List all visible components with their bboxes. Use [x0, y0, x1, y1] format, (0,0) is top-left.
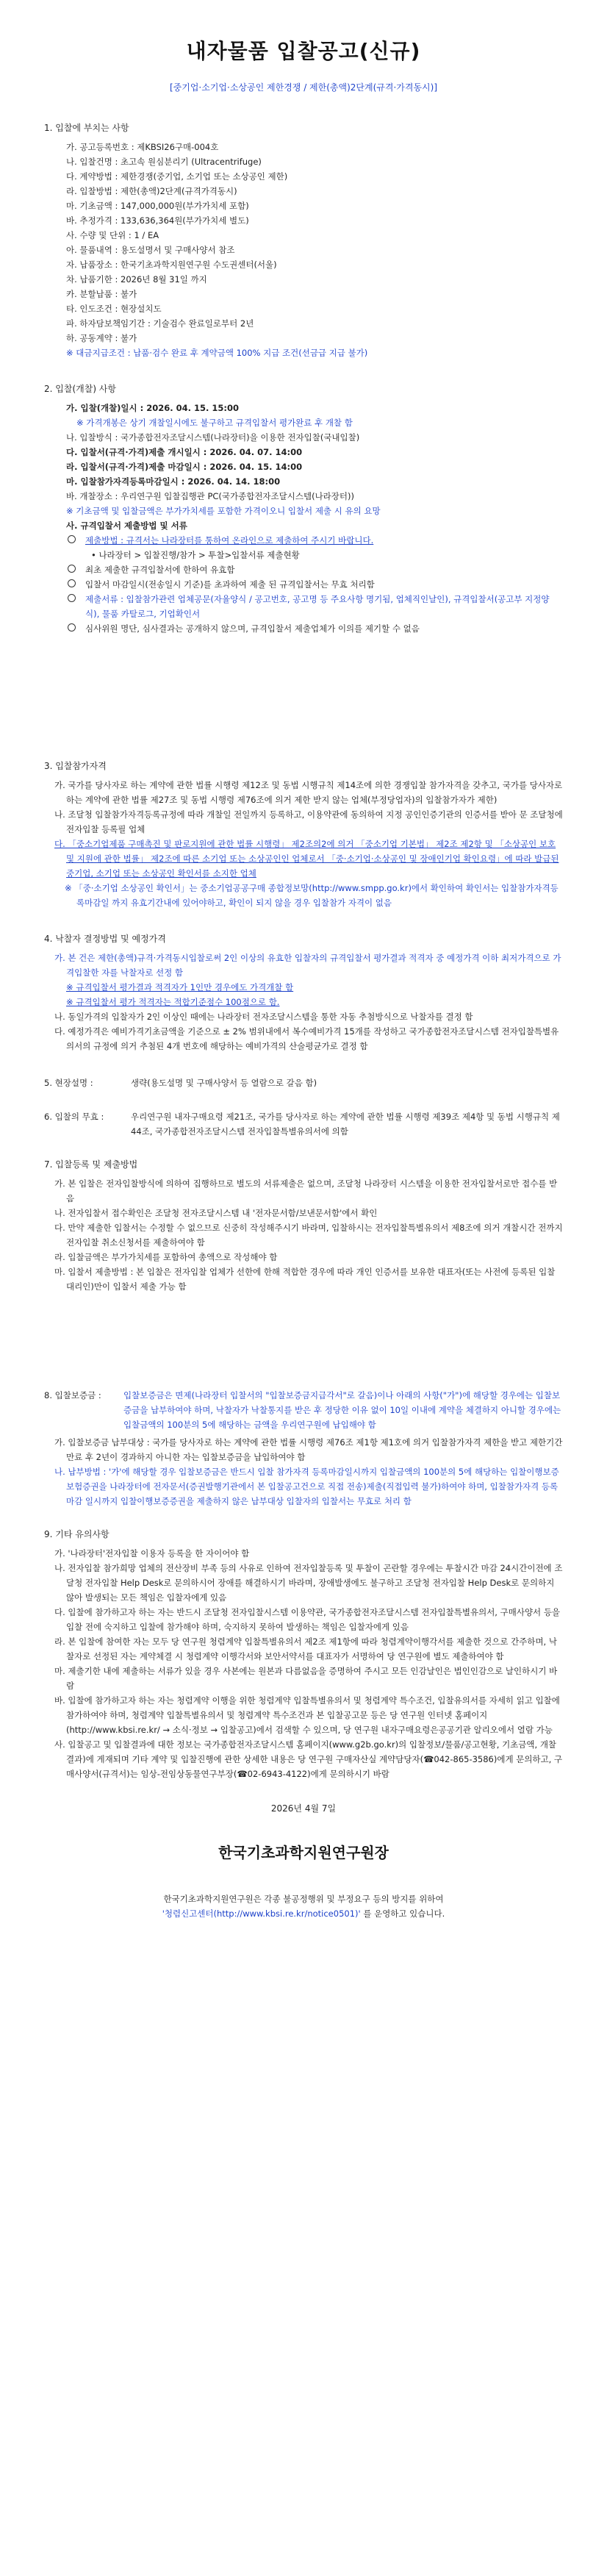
section-3: [44, 759, 563, 910]
list-item: 차. 납품기한 : 2026년 8월 31일 까지: [66, 274, 207, 285]
section-9-heading: 9. 기타 유의사항: [44, 1529, 109, 1539]
list-item: [44, 621, 563, 636]
spec-submission-heading: 사. 규격입찰서 제출방법 및 서류: [66, 520, 187, 531]
list-item: 타. 인도조건 : 현장설치도: [66, 304, 162, 314]
spacer: [44, 1294, 563, 1375]
submission-b: 나. 전자입찰서 접수확인은 조달청 전자조달시스템 내 '전자문서함/보낸문서함'에서 확인: [54, 1208, 378, 1218]
list-item: 바. 입찰에 참가하고자 하는 자는 청렴계약 이행을 위한 청렴계약 입찰특별유의서 및 청렴계약 특수조건, 입찰유의서를 자세히 읽고 입찰에 참가하여야 하며, 청렴계약 입찰특별유의서 및 청렴계약 특수조건과 본 입찰공고문 등은 당 연구원 인터넷 홈페이지(http://www.kbsi.re.kr/ → 소식·정보 → 입찰공고)에서 검색할 수 있으며, 당 연구원 내자구매요령은공공기관 알리오에서 열람 가능: [54, 1695, 560, 1735]
section-8-heading: 8. 입찰보증금 :: [44, 1390, 101, 1400]
list-item: 자. 납품장소 : 한국기초과학지원연구원 수도권센터(서울): [66, 260, 277, 270]
award-method-b: 나. 동일가격의 입찰자가 2인 이상인 때에는 나라장터 전자조달시스템을 통한 자동 추첨방식으로 낙찰자를 결정 함: [54, 1012, 473, 1022]
circle-bullet-icon: [68, 594, 76, 602]
footer-line-2-tail: 를 운영하고 있습니다.: [363, 1908, 445, 1919]
submit-deadline: 라. 입찰서(규격·가격)제출 마감일시 : 2026. 04. 15. 14:00: [66, 462, 303, 472]
list-item: 사. 수량 및 단위 : 1 / EA: [66, 230, 159, 240]
award-method-a: 가. 본 건은 제한(총액)규격·가격동시입찰로써 2인 이상의 유효한 입찰자의 규격입찰서 평가결과 적격자 중 예정가격 이하 최저가격으로 가격입찰한 자를 낙찰자로 선정 함: [54, 953, 561, 978]
list-item: 마. 제출기한 내에 제출하는 서류가 있을 경우 사본에는 원본과 다름없음을 증명하여 주시고 모든 인감날인은 법인인감으로 날인하시기 바람: [54, 1666, 558, 1691]
section-2-heading: 2. 입찰(개찰) 사항: [44, 384, 116, 394]
section-1-items: [44, 140, 563, 360]
list-item: 라. 입찰방법 : 제한(총액)2단계(규격가격동시): [66, 186, 237, 196]
section-6-heading: 6. 입찰의 무효 :: [44, 1112, 104, 1122]
list-item: [44, 533, 563, 548]
eligibility-a: 가. 국가를 당사자로 하는 계약에 관한 법률 시행령 제12조 및 동법 시행규칙 제14조에 의한 경쟁입찰 참가자격을 갖추고, 국가를 당사자로 하는 계약에 관한 법률 제27조 및 동법 시행령 제76조에 의거 제한 받지 않는 업체(부정당업자)의 입찰참가자가 제한): [54, 780, 563, 805]
submit-start: 다. 입찰서(규격·가격)제출 개시일시 : 2026. 04. 07. 14:00: [66, 447, 303, 457]
submission-method-text: 제출방법 : 규격서는 나라장터를 통하여 온라인으로 제출하여 주시기 바랍니다.: [85, 535, 374, 545]
section-5: [44, 1076, 563, 1090]
notice-subtitle: [중기업·소기업·소상공인 제한경쟁 / 제한(총액)2단계(규격·가격동시)]: [169, 82, 438, 93]
required-documents-text: 제출서류 : 입찰참가관련 업체공문(자율양식 / 공고번호, 공고명 등 주요사항 명기됨, 업체직인날인), 규격입찰서(공고부 지정양식), 물품 카탈로그, 기업확인서: [85, 594, 550, 619]
list-item: [44, 592, 563, 621]
submission-c: 다. 만약 제출한 입찰서는 수정할 수 없으므로 신중히 작성해주시기 바라며, 입찰하시는 전자입찰특별유의서 제8조에 의거 개찰시간 전까지 전자입찰 취소신청서를 제출하여야 함: [54, 1223, 563, 1248]
invalid-bid-text: 우리연구원 내자구매요령 제21조, 국가를 당사자로 하는 계약에 관한 법률 시행령 제39조 제4항 및 동법 시행규칙 제44조, 국가종합전자조달시스템 전자입찰특별유의서에 의함: [131, 1112, 560, 1137]
notice-title: 내자물품 입찰공고(신규): [186, 39, 421, 63]
footer-line-1: 한국기초과학지원연구원은 각종 불공정행위 및 부정요구 등의 방지를 위하여: [163, 1894, 444, 1904]
section-9: [44, 1528, 563, 1781]
list-item-text: 최초 제출한 규격입찰서에 한하여 유효함: [85, 565, 235, 575]
site-briefing-text: 생략(용도설명 및 구매사양서 등 열람으로 갈음 함): [131, 1078, 317, 1088]
award-note-1: ※ 규격입찰서 평가결과 적격자가 1인만 경우에도 가격개찰 함: [66, 982, 294, 992]
price-open-note: ※ 가격개봉은 상기 개찰일시에도 불구하고 규격입찰서 평가완료 후 개찰 함: [76, 418, 353, 428]
list-item-text: 입찰서 마감일시(전송일시 기준)를 초과하여 제출 된 규격입찰서는 무효 처리함: [85, 579, 375, 590]
section-1: [44, 121, 563, 360]
list-item: 라. 본 입찰에 참여한 자는 모두 당 연구원 청렴계약 입찰특별유의서 제2조 제1항에 따라 청렴계약이행각서를 제출한 것으로 간주하며, 낙찰자로 선정된 자는 계약체결 시 청렴계약 이행각서와 보안서약서를 대표자가 서명하여 당 연구원에 별도 제출하여야 함: [54, 1636, 557, 1661]
list-item: 마. 기초금액 : 147,000,000원(부가가치세 포함): [66, 201, 249, 211]
section-6: [44, 1109, 563, 1139]
section-1-heading: 1. 입찰에 부치는 사항: [44, 123, 129, 133]
award-method-c: 다. 예정가격은 예비가격기초금액을 기준으로 ± 2% 범위내에서 복수예비가격 15개를 작성하고 국가종합전자조달시스템 전자입찰특별유의서의 규정에 의거 추첨된 4개 번호에 해당하는 예비가격의 산술평균가로 결정 함: [54, 1026, 559, 1051]
circle-bullet-icon: [68, 565, 76, 573]
award-note-2: ※ 규격입찰서 평가 적격자는 적합기준점수 100점으로 함.: [66, 997, 280, 1007]
circle-bullet-icon: [68, 579, 76, 587]
issuer-name: 한국기초과학지원연구원장: [218, 1844, 389, 1861]
list-item: 나. 입찰건명 : 초고속 원심분리기 (Ultracentrifuge): [66, 157, 262, 167]
list-item: 나. 전자입찰 참가희망 업체의 전산장비 부족 등의 사유로 인하여 전자입찰등록 및 투찰이 곤란할 경우에는 투찰시간 마감 24시간이전에 조달청 전자입찰 Help Desk로 문의하시어 장애를 해결하시기 바라며, 장애발생에도 불구하고 조달청 전자입찰 Help Desk로 문의하지 않아 발생되는 모든 책임은 입찰자에게 있음: [54, 1563, 563, 1603]
notice-date: 2026년 4월 7일: [270, 1803, 337, 1814]
section-2: [44, 382, 563, 636]
section-4: [44, 932, 563, 1053]
list-item-text: 심사위원 명단, 심사결과는 공개하지 않으며, 규격입찰서 제출업체가 이의를 제기할 수 없음: [85, 623, 420, 634]
submission-path: • 나라장터 > 입찰진행/참가 > 투찰>입찰서류 제출현황: [91, 550, 300, 560]
section-2-items: [44, 401, 563, 533]
bid-bond-a: 가. 입찰보증금 납부대상 : 국가를 당사자로 하는 계약에 관한 법률 시행령 제76조 제1항 제1호에 의거 입찰참가자격 제한을 받고 제한기간 만료 후 2년이 경과하지 아니한 자는 입찰보증금을 납입하여야 함: [54, 1437, 563, 1462]
payment-note: ※ 대금지급조건 : 납품·검수 완료 후 계약금액 100% 지급 조건(선금급 지급 불가): [66, 348, 368, 358]
bid-bond-text: 입찰보증금은 면제(나라장터 입찰서의 "입찰보증금지급각서"로 갈음)이나 아래의 사항("가")에 해당할 경우에는 입찰보증금을 납부하여야 하며, 낙찰자가 낙찰통지를 받은 후 정당한 이유 없이 10일 이내에 계약을 체결하지 아니할 경우에는 입찰금액의 100분의 5에 해당하는 금액을 우리연구원에 납입해야 함: [123, 1390, 561, 1430]
registration-deadline: 마. 입찰참가자격등록마감일시 : 2026. 04. 14. 18:00: [66, 476, 281, 487]
eligibility-b: 나. 조달청 입찰참가자격등록규정에 따라 개찰일 전일까지 등록하고, 이용약관에 동의하여 지정 공인인증기관의 인증서를 받아 문 조달청에 전자입찰 등록필 업체: [54, 809, 563, 834]
list-item: 다. 계약방법 : 제한경쟁(중기업, 소기업 또는 소상공인 제한): [66, 171, 288, 182]
list-item: 하. 공동계약 : 불가: [66, 333, 137, 343]
list-item: [44, 577, 563, 592]
section-3-heading: 3. 입찰참가자격: [44, 761, 107, 771]
bid-bond-b: 나. 납부방법 : '가'에 해당할 경우 입찰보증금은 반드시 입찰 참가자격 등록마감일시까지 입찰금액의 100분의 5에 해당하는 입찰이행보증보험증권을 나라장터에 전자문서(증권발행기관에서 본 입찰공고건으로 직접 전송)제출(직접입력 불가)하여야 하며, 입찰참가자격 등록마감 일시까지 입찰이행보증증권을 제출하지 않은 납부대상 입찰자의 입찰서는 무효로 처리 함: [54, 1467, 559, 1506]
list-item: 파. 하자담보책임기간 : 기술검수 완료일로부터 2년: [66, 318, 254, 329]
section-5-heading: 5. 현장설명 :: [44, 1078, 93, 1088]
spacer: [44, 636, 563, 746]
circle-bullet-icon: [68, 535, 76, 543]
integrity-footer: [44, 1892, 563, 1921]
circle-bullet-icon: [68, 623, 76, 632]
list-item: 사. 입찰공고 및 입찰결과에 대한 정보는 국가종합전자조달시스템 홈페이지(www.g2b.go.kr)의 입찰정보/물품/공고현황, 기초금액, 개찰결과)에 게재되며 기타 계약 및 입찰진행에 관한 상세한 내용은 당 연구원 구매자산실 계약담당자(☎042-865-3586)에게 문의하고, 구매사양서(규격서)는 임상-전임상동물연구부장(☎02-6943-4122)에게 문의하시기 바람: [54, 1739, 563, 1779]
bid-method: 나. 입찰방식 : 국가종합전자조달시스템(나라장터)을 이용한 전자입찰(국내입찰): [66, 432, 360, 443]
vat-note: ※ 기초금액 및 입찰금액은 부가가치세를 포함한 가격이오니 입찰서 제출 시 유의 요망: [66, 506, 381, 516]
integrity-center-link[interactable]: '청렴신고센터(http://www.kbsi.re.kr/notice0501)': [162, 1908, 361, 1919]
section-4-heading: 4. 낙찰자 결정방법 및 예정가격: [44, 934, 166, 944]
eligibility-c: 다. 「중소기업제품 구매촉진 및 판로지원에 관한 법률 시행령」 제2조의2에 의거 「중소기업 기본법」 제2조 제2항 및 「소상공인 보호 및 지원에 관한 법률」 제2조에 따른 소기업 또는 소상공인인 업체로서 「중·소기업·소상공인 및 장애인기업 확인요령」에 따라 발급된 중기업, 소기업 또는 소상공인 확인서를 소지한 업체: [54, 839, 559, 879]
submission-d: 라. 입찰금액은 부가가치세를 포함하여 총액으로 작성해야 함: [54, 1252, 278, 1262]
list-item: 카. 분할납품 : 불가: [66, 289, 137, 299]
list-item: 바. 추정가격 : 133,636,364원(부가가치세 별도): [66, 215, 249, 226]
list-item: 가. '나라장터'전자입찰 이용자 등록을 한 자이어야 함: [54, 1548, 250, 1559]
bid-datetime: 가. 입찰(개찰)일시 : 2026. 04. 15. 15:00: [66, 403, 239, 413]
section-7: [44, 1158, 563, 1294]
section-7-heading: 7. 입찰등록 및 제출방법: [44, 1159, 138, 1170]
submission-a: 가. 본 입찰은 전자입찰방식에 의하여 집행하므로 별도의 서류제출은 없으며, 조달청 나라장터 시스템을 이용한 전자입찰서로만 접수를 받음: [54, 1178, 558, 1203]
list-item: 다. 입찰에 참가하고자 하는 자는 반드시 조달청 전자입찰시스템 이용약관, 국가종합전자조달시스템 전자입찰특별유의서, 구매사양서 등을 입찰 전에 숙지하고 입찰에 참가해야 하며, 숙지하지 못하여 발생하는 책임은 입찰자에게 있음: [54, 1607, 561, 1632]
section-8: [44, 1388, 563, 1509]
opening-place: 바. 개찰장소 : 우리연구원 입찰집행관 PC(국가종합전자조달시스템(나라장터)): [66, 491, 354, 501]
list-item: [44, 562, 563, 577]
eligibility-note: ※ 「중·소기업 소상공인 확인서」는 중소기업공공구매 종합정보망(http://www.smpp.go.kr)에서 확인하여 확인서는 입찰참가자격등록마감일 까지 유효기간내에 있어야하고, 확인이 되지 않을 경우 입찰참가 자격이 없음: [65, 883, 558, 908]
list-item: 가. 공고등록번호 : 제KBSI26구매-004호: [66, 142, 219, 152]
submission-e: 마. 입찰서 제출방법 : 본 입찰은 전자입찰 업체가 선한에 한해 적합한 경우에 따라 개인 인증서를 보유한 대표자(또는 사전에 등록된 입찰대리인)만이 입찰서 제출 가능 함: [54, 1267, 556, 1292]
list-item: 아. 물품내역 : 용도설명서 및 구매사양서 참조: [66, 245, 235, 255]
